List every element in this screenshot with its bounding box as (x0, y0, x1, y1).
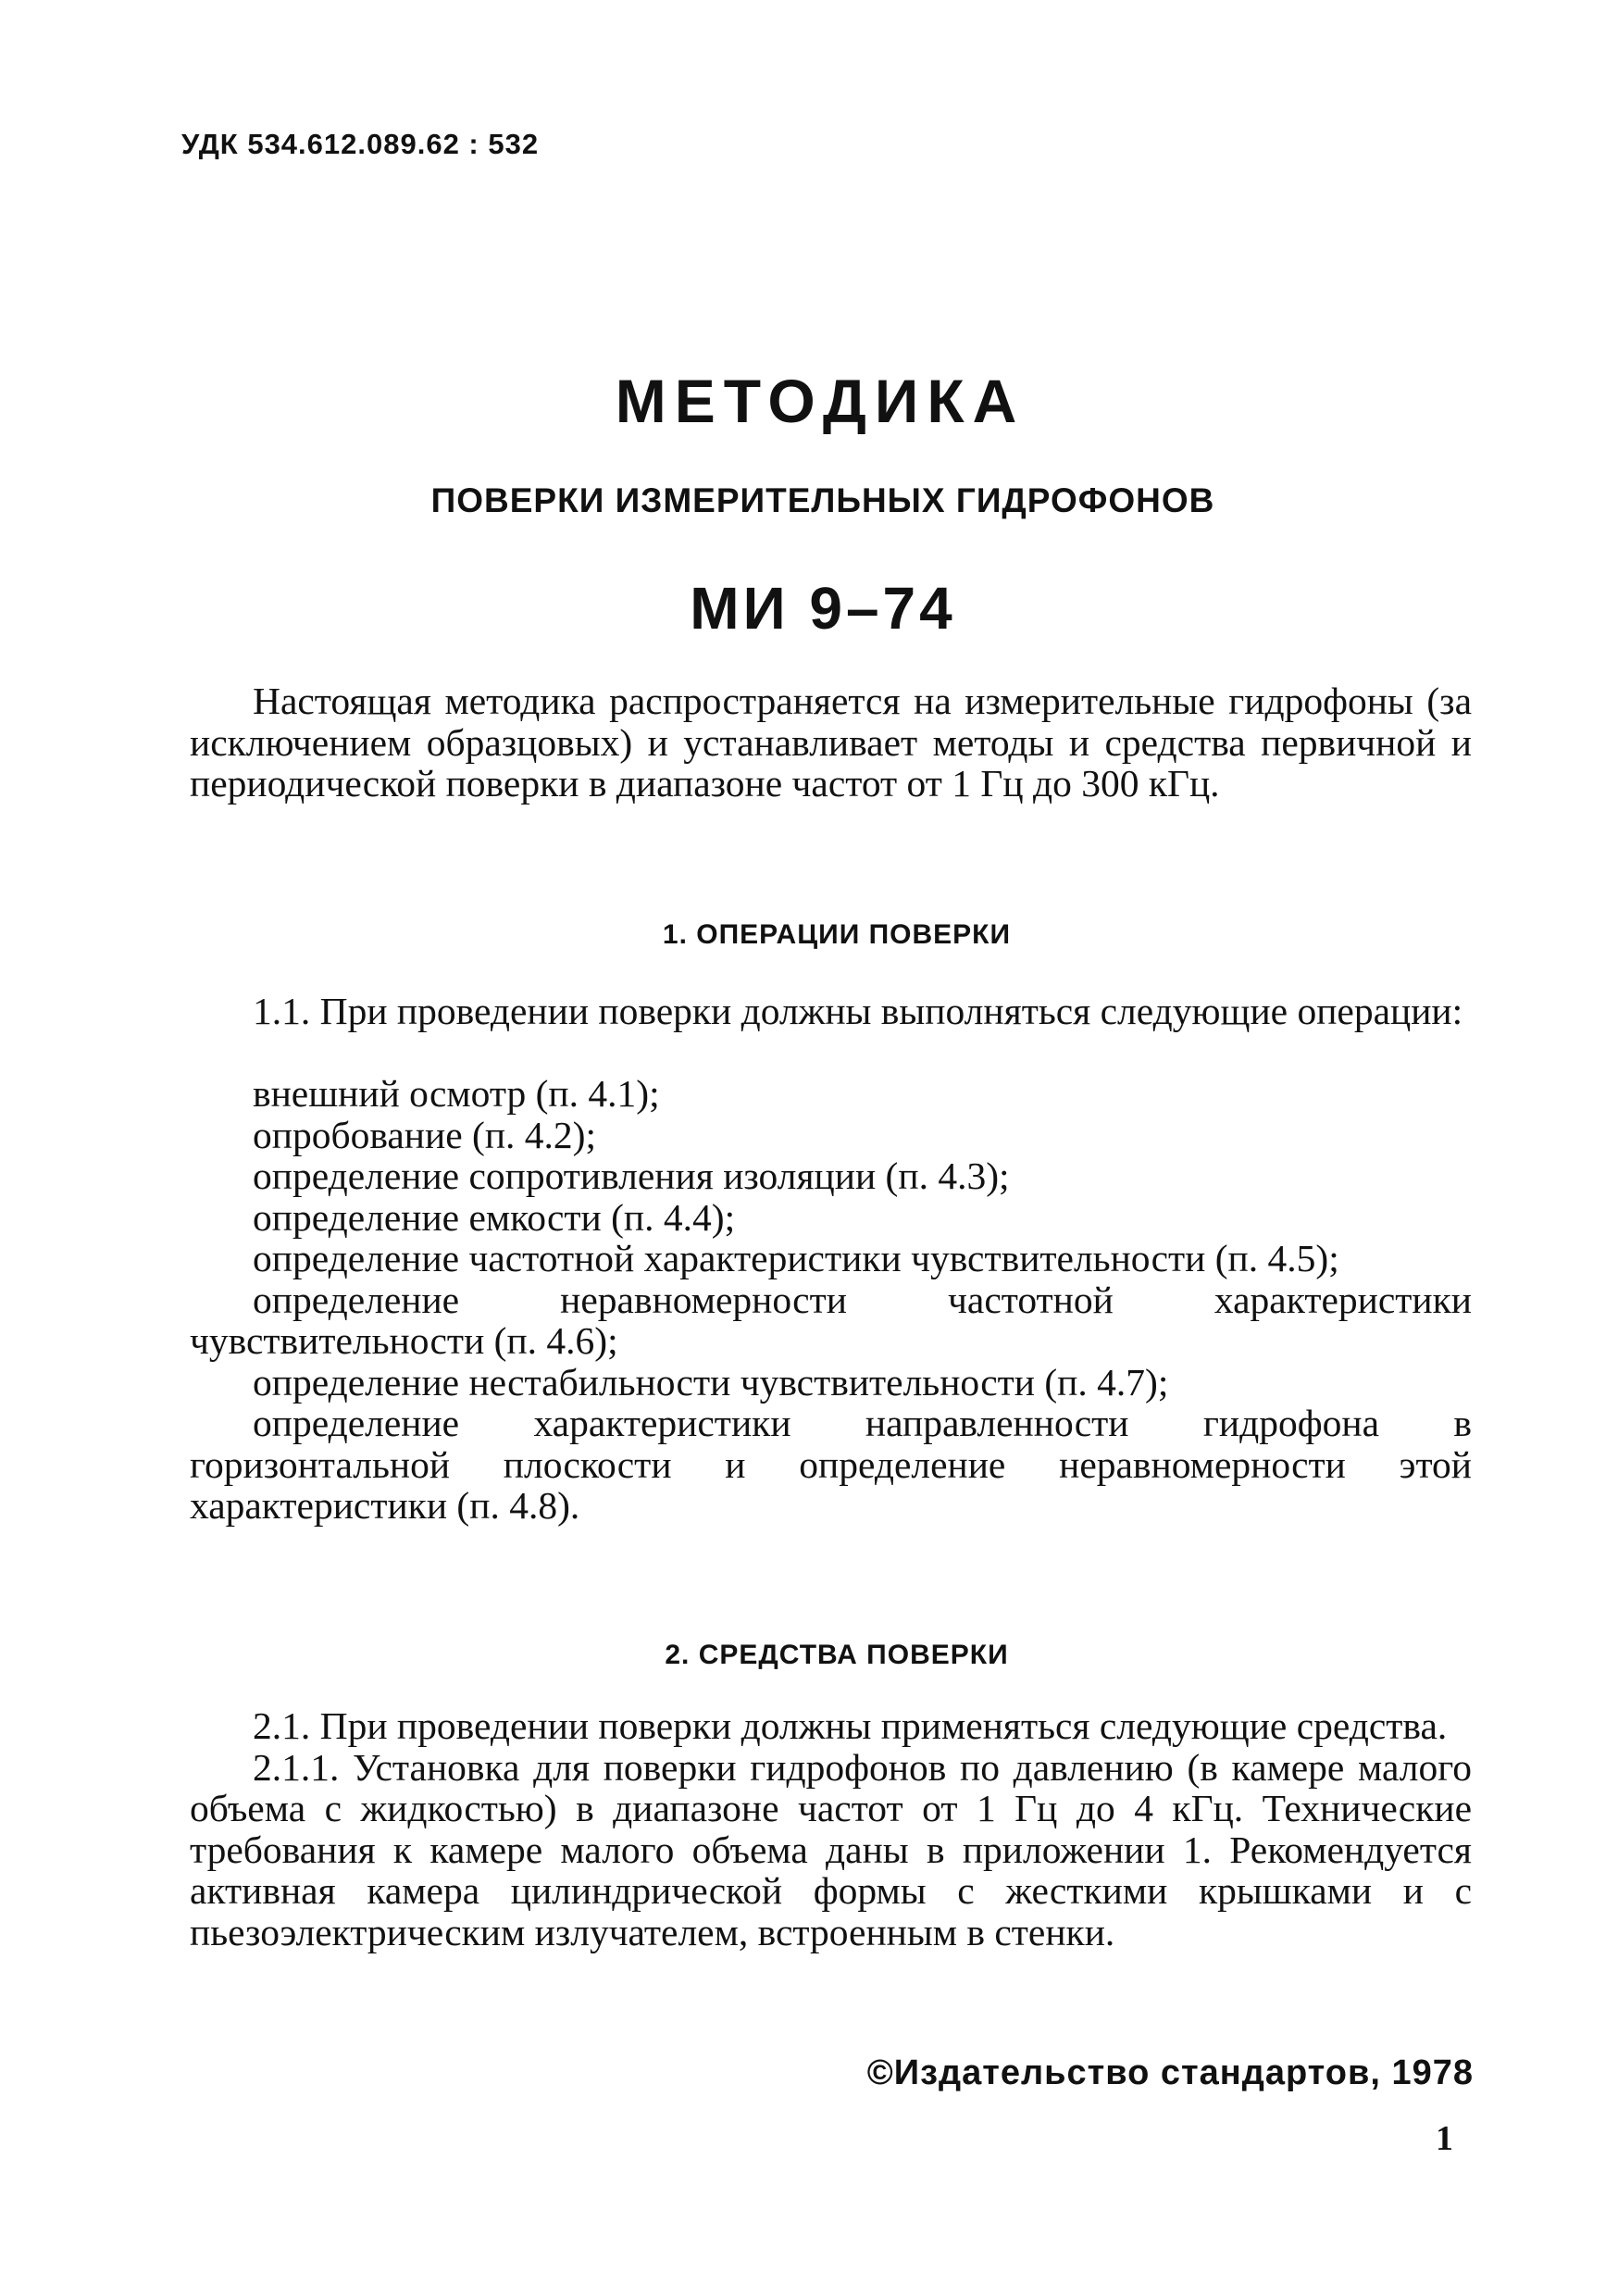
section-1-lead-paragraph: 1.1. При проведении поверки должны выполняться следующие операции: (253, 990, 1463, 1032)
list-item: опробование (п. 4.2); (253, 1113, 597, 1156)
list-item: определение неравномерности частотной характеристики чувствительности (п. 4.6); (190, 1278, 1472, 1362)
list-item: определение емкости (п. 4.4); (253, 1195, 736, 1239)
intro-paragraph-block (190, 680, 1472, 805)
list-item: определение частотной характеристики чувствительности (п. 4.5); (253, 1237, 1339, 1279)
list-item: внешний осмотр (п. 4.1); (253, 1072, 660, 1115)
section-1-heading: 1. ОПЕРАЦИИ ПОВЕРКИ (662, 919, 1012, 950)
udk-code: УДК 534.612.089.62 : 532 (181, 128, 540, 160)
section-2-heading: 2. СРЕДСТВА ПОВЕРКИ (665, 1640, 1009, 1670)
page-number: 1 (1436, 2119, 1453, 2158)
section-2-paragraph-1: 2.1. При проведении поверки должны применяться следующие средства. (253, 1704, 1448, 1747)
section-2-text-block (190, 1705, 1472, 1953)
section-1-lead-block (190, 991, 1472, 1032)
document-number: МИ 9–74 (690, 575, 956, 642)
section-2-paragraph-2: 2.1.1. Установка для поверки гидрофонов по давлению (в камере малого объема с жидкостью) в диапазоне частот от 1 Гц до 4 кГц. Технические требования к камере малого объема даны в приложении 1. Рекомендуется активная камера цилиндрической формы с жесткими крышками и с пьезоэлектрическим излучателем, встроенным в стенки. (190, 1745, 1472, 1953)
list-item: определение характеристики направленности гидрофона в горизонтальной плоскости и определение неравномерности этой характеристики (п. 4.8). (190, 1402, 1472, 1527)
document-subtitle: ПОВЕРКИ ИЗМЕРИТЕЛЬНЫХ ГИДРОФОНОВ (430, 481, 1215, 519)
intro-paragraph: Настоящая методика распространяется на измерительные гидрофоны (за исключением образцовых) и устанавливает методы и средства первичной и периодической поверки в диапазоне частот от 1 Гц до 300 кГц. (190, 680, 1472, 805)
list-item: определение нестабильности чувствительности (п. 4.7); (253, 1360, 1169, 1404)
copyright-notice: ©Издательство стандартов, 1978 (866, 2053, 1474, 2092)
document-title: МЕТОДИКА (615, 367, 1026, 435)
list-item: определение сопротивления изоляции (п. 4.3); (253, 1154, 1010, 1197)
section-1-operations-list (190, 1073, 1472, 1527)
